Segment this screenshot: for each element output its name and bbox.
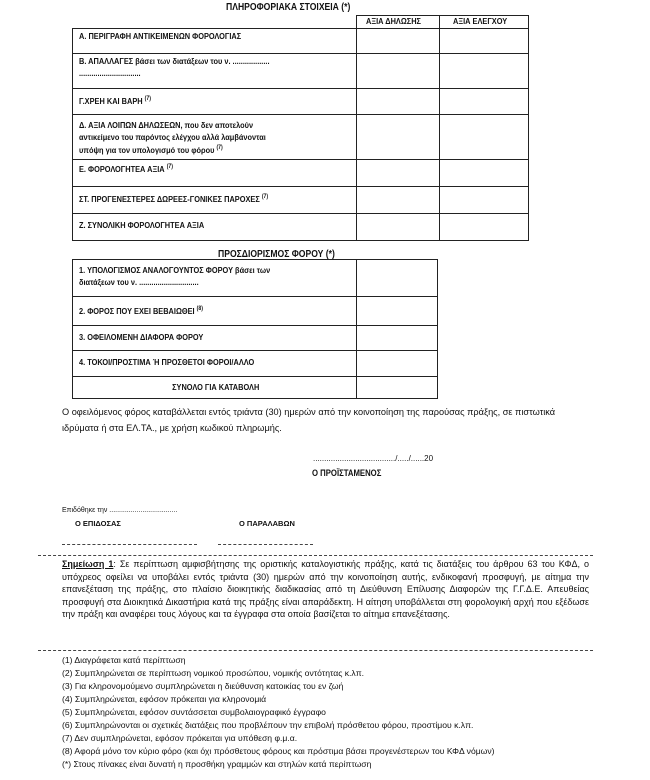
remark-label: Σημείωση 1 (62, 559, 114, 569)
info-row-st (73, 187, 529, 214)
footnote-item: (7) Δεν συμπληρώνεται, εφόσον πρόκειται για υπόθεση φ.μ.α. (62, 733, 298, 743)
audit-value-cell[interactable] (440, 54, 529, 89)
declared-value-cell[interactable] (357, 29, 440, 54)
footnotes-list (62, 654, 495, 771)
tax-row-total (73, 377, 438, 399)
tax-value-cell[interactable] (357, 297, 438, 326)
footnote-item: (3) Για κληρονομούμενο συμπληρώνεται η διεύθυνση κατοικίας του εν ζωή (62, 681, 344, 691)
info-row-label-line2: .............................. (79, 67, 141, 78)
payment-paragraph: Ο οφειλόμενος φόρος καταβάλλεται εντός τριάντα (30) ημερών από την κοινοποίηση της παρούσας πράξης, σε πιστωτικά ιδρύματα ή στα ΕΛ.ΤΑ., με χρήση κωδικού πληρωμής. (62, 407, 556, 433)
receiver-signature-line (218, 544, 313, 545)
info-row-label-line3: υπόψη για τον υπολογισμό του φόρου (79, 144, 215, 155)
tax-total-value-cell[interactable] (357, 377, 438, 399)
footnote-ref: (7) (166, 164, 174, 170)
info-row-c (73, 89, 529, 115)
footnote-ref: (7) (144, 96, 151, 102)
declared-value-cell[interactable] (357, 54, 440, 89)
info-row-a (73, 29, 529, 54)
remark-text: : Σε περίπτωση αμφισβήτησης της οριστικής καταλογιστικής πράξης, κατά τις διατάξεις του άρθρου 63 του ΚΦΔ, ο υπόχρεος οφείλει να υποβάλει εντός τριάντα (30) ημερών από την κοινοποίηση αυτής, ενδικοφανή προσφυγή, με αίτημα την επανεξέταση της πράξης, στο πλαίσιο διοικητικής διαδικασίας από τη Διεύθυνση Επίλυσης Διαφορών της Γ.Γ.Δ.Ε. Απευθείας προσφυγή στα Διοικητικά Δικαστήρια κατά της πράξης είναι απαράδεκτη. Η αίτηση υποβάλλεται στη φορολογική αρχή που εξέδωσε την πράξη και αναφέρει τους λόγους και τα έγγραφα στα οποία βασίζεται το αίτημα επανεξέτασης. (62, 559, 589, 619)
footnote-ref: (7) (216, 145, 223, 151)
info-table (72, 15, 529, 241)
tax-row-label: 2. ΦΟΡΟΣ ΠΟΥ ΕΧΕΙ ΒΕΒΑΙΩΘΕΙ (79, 305, 195, 316)
footnote-item: (2) Συμπληρώνεται σε περίπτωση νομικού προσώπου, νομικής οντότητας κ.λπ. (62, 668, 365, 678)
audit-value-cell[interactable] (440, 187, 529, 214)
declared-value-cell[interactable] (357, 89, 440, 115)
audit-value-cell[interactable] (440, 214, 529, 241)
info-row-b (73, 54, 529, 89)
signature-date-line: ...................................../...../......20 (313, 454, 434, 463)
info-row-label: Ζ. ΣΥΝΟΛΙΚΗ ΦΟΡΟΛΟΓΗΤΕΑ ΑΞΙΑ (79, 220, 205, 230)
declared-value-cell[interactable] (357, 115, 440, 160)
footnote-item: (1) Διαγράφεται κατά περίπτωση (62, 655, 186, 665)
declared-value-cell[interactable] (357, 214, 440, 241)
tax-row-label-line2: διατάξεων του ν. ............................. (79, 276, 199, 287)
footnote-item: (6) Συμπληρώνονται οι σχετικές διατάξεις που προβλέπουν την επιβολή πρόσθετου φόρου, προστίμου κ.λπ. (62, 720, 474, 730)
audit-value-cell[interactable] (440, 115, 529, 160)
remark-paragraph (62, 558, 589, 621)
section-divider (38, 555, 593, 556)
footnote-item: (*) Στους πίνακες είναι δυνατή η προσθήκη γραμμών και στηλών κατά περίπτωση (62, 759, 372, 769)
info-row-e (73, 160, 529, 187)
info-table-header (73, 16, 529, 29)
col-audit-value: ΑΞΙΑ ΕΛΕΓΧΟΥ (440, 16, 529, 29)
footnote-ref: (7) (261, 194, 269, 200)
info-row-label-line2: αντικείμενο του παρόντος ελέγχου αλλά λαμβάνονται (79, 131, 266, 142)
footnote-item: (4) Συμπληρώνεται, εφόσον πρόκειται για κληρονομιά (62, 694, 267, 704)
tax-value-cell[interactable] (357, 326, 438, 351)
footnote-item: (5) Συμπληρώνεται, εφόσον συντάσσεται συμβολαιογραφικό έγγραφο (62, 707, 326, 717)
audit-value-cell[interactable] (440, 160, 529, 187)
info-row-label: Β. ΑΠΑΛΛΑΓΕΣ βάσει των διατάξεων του ν. .................. (79, 56, 270, 66)
tax-table (72, 259, 438, 399)
tax-row-label: 4. ΤΟΚΟΙ/ΠΡΟΣΤΙΜΑ Ή ΠΡΟΣΘΕΤΟΙ ΦΟΡΟΙ/ΑΛΛΟ (79, 357, 255, 367)
tax-value-cell[interactable] (357, 351, 438, 377)
info-row-label: ΣΤ. ΠΡΟΓΕΝΕΣΤΕΡΕΣ ΔΩΡΕΕΣ-ΓΟΝΙΚΕΣ ΠΑΡΟΧΕΣ (79, 193, 260, 204)
served-date-label: Επιδόθηκε την ................................... (62, 507, 178, 514)
col-declared-value: ΑΞΙΑ ΔΗΛΩΣΗΣ (357, 16, 440, 29)
tax-value-cell[interactable] (357, 260, 438, 297)
tax-row-4 (73, 351, 438, 377)
signature-role: Ο ΠΡΟΪΣΤΑΜΕΝΟΣ (312, 468, 382, 478)
info-row-z (73, 214, 529, 241)
tax-total-label: ΣΥΝΟΛΟ ΓΙΑ ΚΑΤΑΒΟΛΗ (171, 382, 260, 392)
server-label: Ο ΕΠΙΔΟΣΑΣ (75, 519, 121, 528)
info-row-label: Δ. ΑΞΙΑ ΛΟΙΠΩΝ ΔΗΛΩΣΕΩΝ, που δεν αποτελούν (79, 120, 254, 130)
info-row-label: Α. ΠΕΡΙΓΡΑΦΗ ΑΝΤΙΚΕΙΜΕΝΩΝ ΦΟΡΟΛΟΓΙΑΣ (79, 31, 242, 41)
info-row-label: Γ.ΧΡΕΗ ΚΑΙ ΒΑΡΗ (79, 95, 143, 106)
info-section-title: ΠΛΗΡΟΦΟΡΙΑΚΑ ΣΤΟΙΧΕΙΑ (*) (226, 2, 351, 13)
tax-row-label: 3. ΟΦΕΙΛΟΜΕΝΗ ΔΙΑΦΟΡΑ ΦΟΡΟΥ (79, 332, 204, 342)
tax-row-2 (73, 297, 438, 326)
declared-value-cell[interactable] (357, 160, 440, 187)
footnote-item: (8) Αφορά μόνο τον κύριο φόρο (και όχι πρόσθετους φόρους και πρόστιμα βάσει προγενέστερων του ΚΦΔ νόμων) (62, 746, 495, 756)
receiver-label: Ο ΠΑΡΑΛΑΒΩΝ (239, 519, 295, 528)
server-signature-line (62, 544, 197, 545)
tax-row-label: 1. ΥΠΟΛΟΓΙΣΜΟΣ ΑΝΑΛΟΓΟΥΝΤΟΣ ΦΟΡΟΥ βάσει των (79, 265, 271, 275)
footnote-ref: (8) (196, 306, 203, 312)
audit-value-cell[interactable] (440, 29, 529, 54)
info-row-label: Ε. ΦΟΡΟΛΟΓΗΤΕΑ ΑΞΙΑ (79, 163, 165, 174)
declared-value-cell[interactable] (357, 187, 440, 214)
tax-row-3 (73, 326, 438, 351)
info-row-d (73, 115, 529, 160)
audit-value-cell[interactable] (440, 89, 529, 115)
tax-section-title: ΠΡΟΣΔΙΟΡΙΣΜΟΣ ΦΟΡΟΥ (*) (218, 249, 335, 260)
tax-row-1 (73, 260, 438, 297)
notes-divider (38, 650, 593, 651)
